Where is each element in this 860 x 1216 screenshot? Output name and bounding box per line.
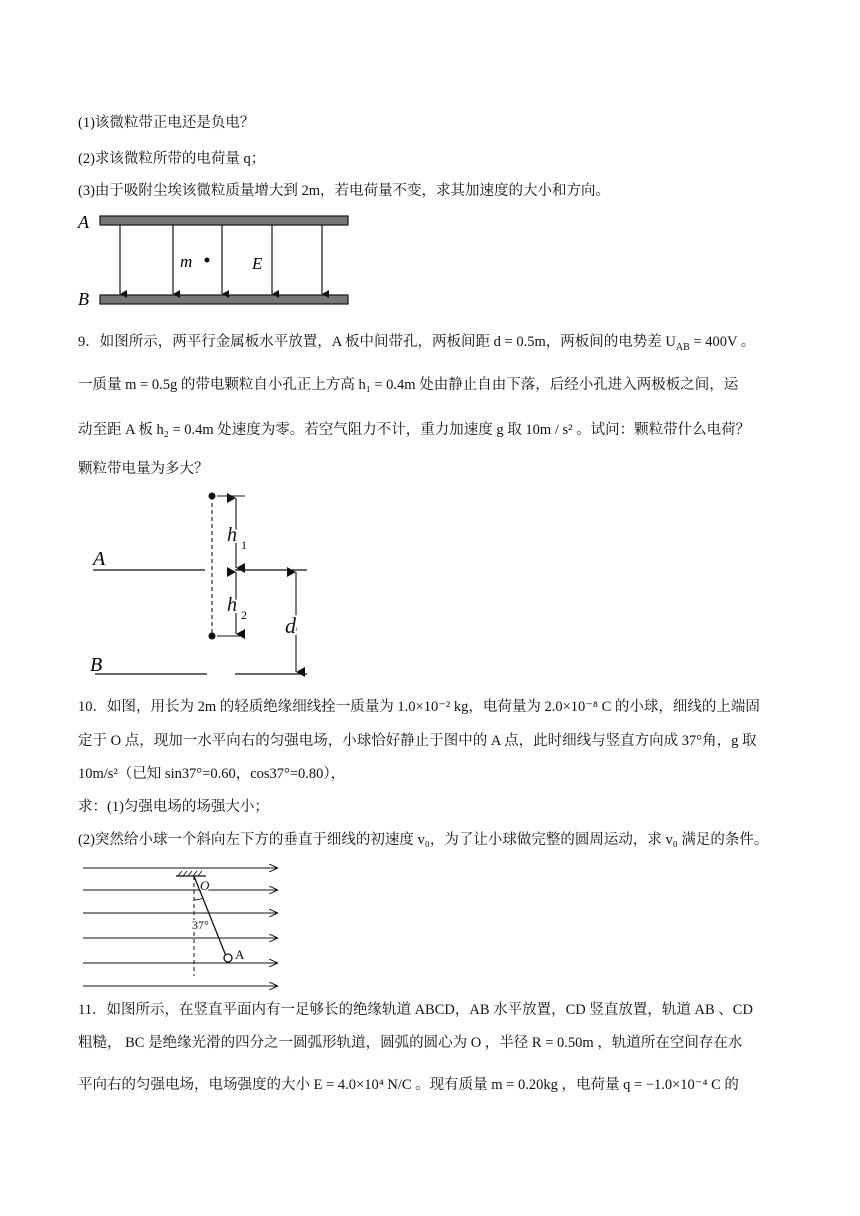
q8-plates-figure — [70, 210, 360, 310]
q10-line3: 10m/s²（已知 sin37°=0.60，cos37°=0.80）， — [78, 766, 346, 782]
q10-line4: 求：(1)匀强电场的场强大小； — [78, 799, 269, 815]
q8-part3: (3)由于吸附尘埃该微粒质量增大到 2m，若电荷量不变，求其加速度的大小和方向。 — [78, 183, 611, 199]
d-label: d — [285, 613, 296, 638]
q11-line2: 粗糙， BC 是绝缘光滑的四分之一圆弧形轨道，圆弧的圆心为 O ，半径 R = 0.50m ，轨道所在空间存在水 — [78, 1035, 743, 1051]
plate-b — [100, 295, 348, 304]
q9-capacitor-figure — [85, 488, 325, 688]
q11-line3: 平向右的匀强电场，电场强度的大小 E = 4.0×10⁴ N/C 。现有质量 m = 0.20kg ，电荷量 q = −1.0×10⁻⁴ C 的 — [78, 1077, 739, 1093]
q8-part2: (2)求该微粒所带的电荷量 q； — [78, 151, 266, 167]
svg-text:h: h — [227, 524, 237, 546]
o-label: O — [200, 878, 210, 893]
q10-line1: 10．如图，用长为 2m 的轻质绝缘细线拴一质量为 1.0×10⁻² kg，电荷量为 2.0×10⁻⁸ C 的小球，细线的上端固 — [78, 699, 760, 715]
plate-a-label: A — [78, 212, 89, 232]
a-label: A — [235, 947, 245, 962]
stop-point — [209, 633, 216, 640]
plate-a-label: A — [93, 548, 106, 570]
q9-line2: 一质量 m = 0.5g 的带电颗粒自小孔正上方高 h₁ = 0.4m 处由静止自由下落，后经小孔进入两极板之间，运 — [78, 377, 739, 393]
q9-line3: 动至距 A 板 h₂ = 0.4m 处速度为零。若空气阻力不计，重力加速度 g 取 10m / s² 。试问：颗粒带什么电荷？ — [78, 422, 751, 438]
particle-dot — [205, 258, 210, 263]
q10-line2: 定于 O 点，现加一水平向右的匀强电场，小球恰好静止于图中的 A 点，此时细线与竖直方向成 37°角，g 取 — [78, 733, 757, 749]
start-point — [209, 493, 216, 500]
mass-label: m — [180, 252, 193, 271]
ball — [224, 954, 232, 962]
angle-label: 37° — [192, 918, 209, 932]
string — [194, 876, 226, 956]
plate-a — [100, 216, 348, 225]
q11-line1: 11．如图所示，在竖直平面内有一足够长的绝缘轨道 ABCD，AB 水平放置，CD 竖直放置，轨道 AB 、CD — [78, 1002, 753, 1018]
svg-text:2: 2 — [241, 608, 247, 622]
field-label: E — [252, 254, 263, 273]
plate-b-label: B — [90, 654, 103, 676]
svg-text:1: 1 — [241, 538, 247, 552]
q8-part1: (1)该微粒带正电还是负电？ — [78, 115, 255, 131]
q10-pendulum-figure — [78, 862, 288, 992]
h2-label: h — [227, 594, 237, 616]
plate-b-label: B — [78, 289, 89, 309]
q10-line5: (2)突然给小球一个斜向左下方的垂直于细线的初速度 v₀，为了让小球做完整的圆周运动，求 v₀ 满足的条件。 — [78, 832, 769, 848]
q9-line4: 颗粒带电量为多大？ — [78, 461, 209, 477]
q9-line1: 9．如图所示，两平行金属板水平放置，A 板中间带孔，两板间距 d = 0.5m，两板间的电势差 $U_{AB} = 400V$ 。 — [78, 334, 756, 353]
